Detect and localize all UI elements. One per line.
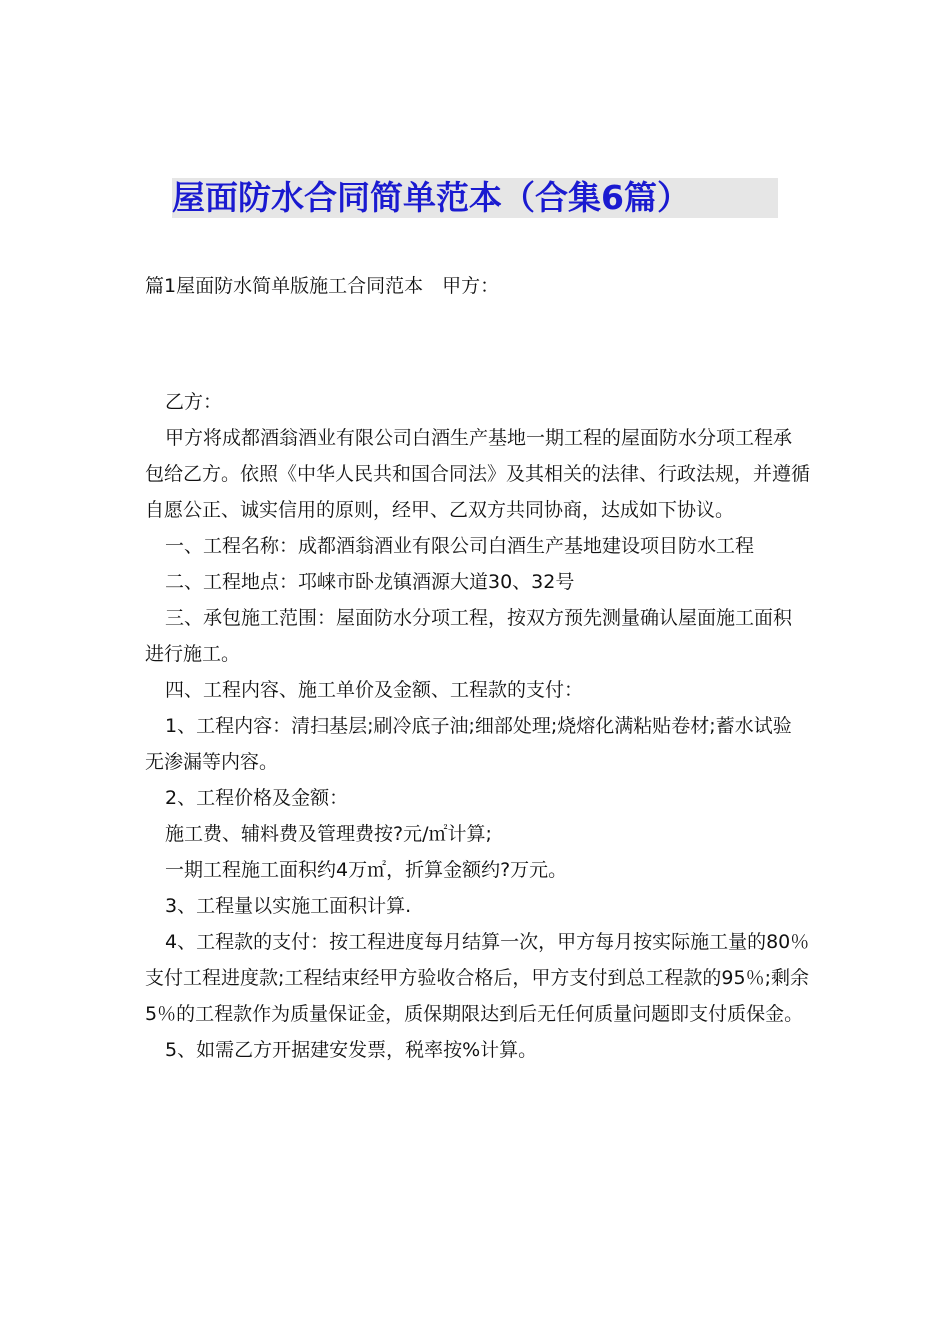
paragraph: 3、工程量以实施工面积计算. (165, 895, 412, 917)
paragraph: 1、工程内容：清扫基层;刷冷底子油;细部处理;烧熔化满粘贴卷材;蓄水试验无渗漏等内容。 (145, 715, 792, 773)
paragraph: 4、工程款的支付：按工程进度每月结算一次，甲方每月按实际施工量的80％支付工程进度款;工程结束经甲方验收合格后，甲方支付到总工程款的95％;剩余5％的工程款作为质量保证金，质保期限达到后无任何质量问题即支付质保金。 (145, 931, 810, 1025)
paragraph: 乙方： (165, 391, 223, 413)
paragraph: 四、工程内容、施工单价及金额、工程款的支付： (165, 679, 584, 701)
document-body (145, 268, 810, 1068)
paragraph-heading: 篇1屋面防水简单版施工合同范本 甲方： (145, 275, 500, 297)
spacer (145, 304, 810, 384)
paragraph: 甲方将成都酒翁酒业有限公司白酒生产基地一期工程的屋面防水分项工程承包给乙方。依照《中华人民共和国合同法》及其相关的法律、行政法规，并遵循自愿公正、诚实信用的原则，经甲、乙双方共同协商，达成如下协议。 (145, 427, 811, 521)
paragraph: 一期工程施工面积约4万㎡，折算金额约?万元。 (165, 859, 568, 881)
paragraph: 5、如需乙方开据建安发票，税率按%计算。 (165, 1039, 538, 1061)
document-title: 屋面防水合同简单范本（合集6篇） (172, 178, 690, 217)
paragraph: 2、工程价格及金额： (165, 787, 349, 809)
paragraph: 二、工程地点：邛崃市卧龙镇酒源大道30、32号 (165, 571, 575, 593)
paragraph: 施工费、辅料费及管理费按?元/㎡计算; (165, 823, 492, 845)
paragraph: 一、工程名称：成都酒翁酒业有限公司白酒生产基地建设项目防水工程 (165, 535, 755, 557)
paragraph: 三、承包施工范围：屋面防水分项工程，按双方预先测量确认屋面施工面积进行施工。 (145, 607, 793, 665)
